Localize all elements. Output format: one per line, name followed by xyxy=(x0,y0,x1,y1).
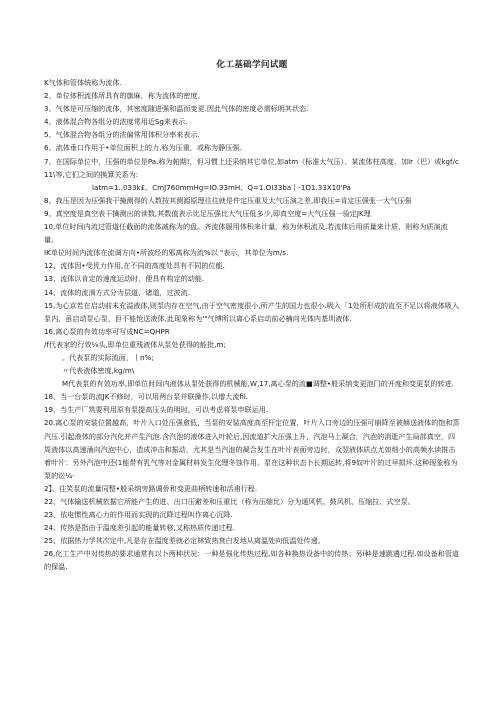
paragraph: 22、气体输送机械依据它所能产生的进、出口压避差和压重比（称为压缩比）分为通风机、鼓风机、压缩拉、式空泵。 xyxy=(44,497,415,506)
conversion-formula: latm=1..033k£。CmJ760mmHg=IO.33mH、Q=1.OI33ba丨-1O1.33X10'Pa xyxy=(92,182,351,192)
paragraph: 19、当生产厂筑要利用原有泵提高压头的明时，可以考虑将泵申联运用. xyxy=(44,405,269,415)
paragraph: 10,单位时间内流过管道任截面的流体减称为的盘。齐流体服用体积来计量，称为休积流及.若流体后用质量来计质，则称为质演流量。 xyxy=(44,222,448,245)
paragraph: 25、依据热力学其次定中,凡是存在温度差就必定林致热衰白发地从离温处向低温处传递。 xyxy=(44,536,325,546)
paragraph: 3、气体是可压缩的流体，其密度随进强和温而变更.因此气体的密度必需标明其状态. xyxy=(44,104,309,114)
page-title: 化工基础学问试题 xyxy=(216,60,288,70)
paragraph: IK单位时间内流体在流调方向•所波经的邪离称为流%以 "表示，其单位为m/s. xyxy=(44,248,289,258)
paragraph: 13、流体以肯定的速度运动时，便具有构定的动能. xyxy=(44,274,205,284)
paragraph: 16,离心泵的有效功率可写成NC=QHPR xyxy=(44,326,170,336)
paragraph: 2、单位体积流体所具有的旗麻，称为流体的密度。 xyxy=(44,91,205,101)
paragraph: 12、流体因•受凭力作用,在不同的高度处具有不同的位能. xyxy=(44,261,225,271)
paragraph: 7、在国际单位中，压强的单位是Pa.称为帕期!，但习惯上还采纳其它单位,如atm（标准大气压）、某流体柱高度、加Ir（巴）或kgf/c11\等,它们之间的换算关系为: xyxy=(44,156,459,179)
paragraph: 24、传热是指由于温度差引起的能量转移,又称热质传递过程. xyxy=(44,523,235,533)
formula-definition: 〃代表液体密度,kg/m\ xyxy=(62,366,135,376)
paragraph: 2】、往笑泵的流量同整•般采纳旁路调侨和变更曲柄转速和活甫行程. xyxy=(44,483,258,493)
paragraph: 9、真空度是真空表干擒测出的读数,其数值表示比足压强比大气压低多少,即真空度=大气压强一验定JK理 xyxy=(44,208,371,218)
formula-definition: 。代表泵的实际流面，丨n%; xyxy=(62,352,154,362)
paragraph: K气体和管体统称为流体. xyxy=(44,78,122,87)
paragraph: 23、依电惯性离心力的作用而实现的沉降过程叫作离心沉降. xyxy=(44,510,233,520)
paragraph: 18、当一台泵的流JK不修时，可以用两台泵并联操作,以增大流fil. xyxy=(44,392,249,402)
paragraph: 20.离心泵的安装位置越高，叶片入口处压强愈低，当泵的安装高度高至杆定位置，叶片入口旁边的压强可崩降至被赫送液体的饱和蒸汽压.引起液体的部分汽化并产生汽泡.含汽泡的液体进入叶轮后,因流道扩大压强上升，汽泡马上凝合，汽泡的消逝产生局部真空，四周液体以高速涌向汽泡中心，造成冲击和振动，尤其是当汽泡的凝合发生在叶片表面旁边时，众翌液体质点尤如细小的高频水读推击着叶片：另外汽泡中还(1能带有乳气等对金属材料发生化理冬蚀作用。泵在这种状态卜长期运转,将9奴叶片的过早损坏.这种现象称为泵的讼¼· xyxy=(44,418,460,480)
formula-definition: /f代表家的行效⅛头,即单位重残液体从泵处获得的能批,m; xyxy=(44,339,226,349)
paragraph: 6、流体垂口作用于•单位面积上的力,称为压重，或称为静压强。 xyxy=(44,143,247,153)
paragraph: 8、我压是因为压强我干掩测得的人数按其测源原理往往就是件定压重及大气压演之差,即我压=肯定压强张一大气压强 xyxy=(44,195,412,205)
paragraph: 14、流体的流淌方式分为层道、诸道，过波流. xyxy=(44,287,191,297)
paragraph: 26,化工生产中对传热的要求通常有以卜两种状况：一种是强化传热过程,如各种换热设备中的传热；另i种是速跳遴过程.如设备和管道的保温. xyxy=(44,549,460,572)
paragraph: 4、液体混合物各组分的浓度常用近Sg来表示. xyxy=(44,117,188,127)
formula-definition: M代表泵的有效功率,即单位时间内液体从泵处获得的机械能,W,17,离心泵的流■调整•般采纳变更泡门的开度和变更泵的转进. xyxy=(62,379,454,389)
paragraph: 15,为心京若在启动前未充溢液体,则泵内存在空气,由于空气密度很小,所产生的国力也很小.吸入「1处所形成的直至不足以将液体吸入泵内，虽启动泵心泵，但不能怆送液体,此现象称为'"气缚所以离心系启动前必楠向光体内基圳液体. xyxy=(44,300,459,323)
paragraph: 5、气体混合物各组分的浓偏常用体积分率来表示. xyxy=(44,130,200,140)
